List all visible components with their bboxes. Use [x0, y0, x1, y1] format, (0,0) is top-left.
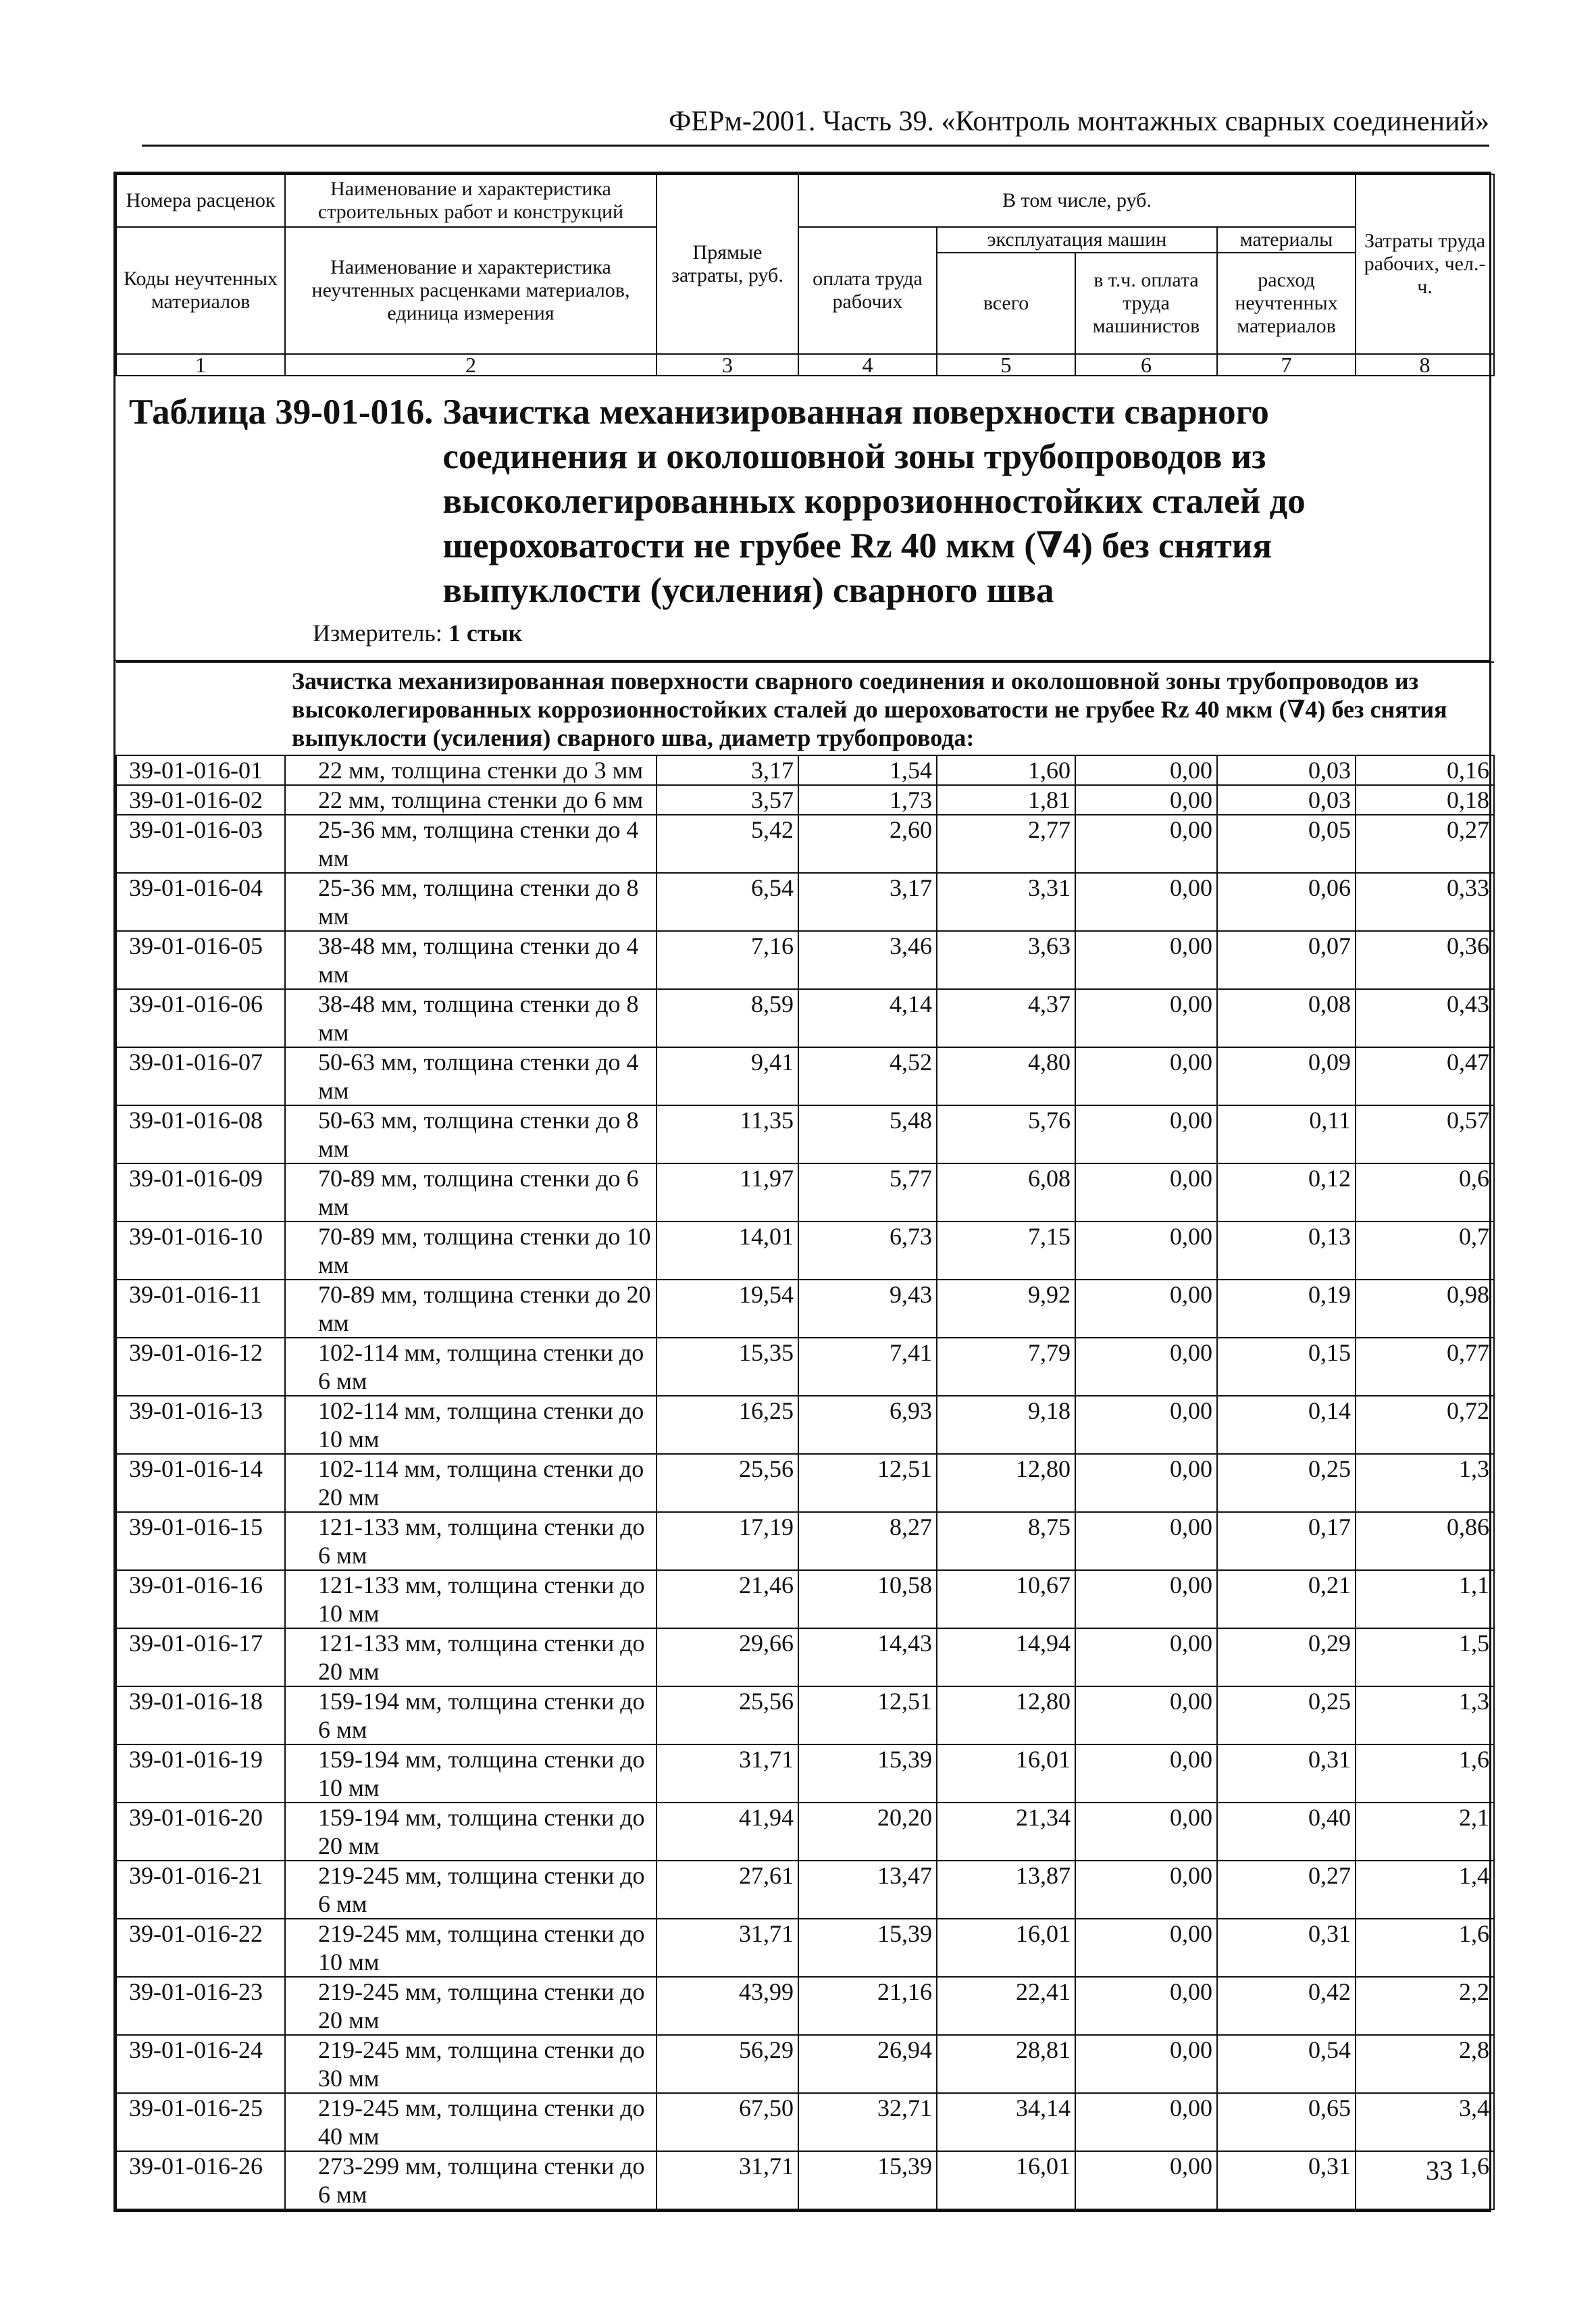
materials-usage-cell: 0,08	[1217, 989, 1356, 1047]
rates-table	[115, 661, 1495, 2210]
rate-code-cell: 39-01-016-18	[116, 1686, 285, 1744]
table-row	[116, 989, 1494, 1047]
table-row	[116, 1919, 1494, 1977]
work-name-cell: 121-133 мм, толщина стенки до 6 мм	[285, 1512, 657, 1570]
labor-pay-cell: 3,46	[798, 931, 937, 989]
machine-costs-cell: 12,80	[937, 1454, 1075, 1512]
direct-costs-cell: 31,71	[657, 1744, 798, 1803]
table-row	[116, 2151, 1494, 2209]
materials-usage-cell: 0,05	[1217, 815, 1356, 873]
labor-pay-cell: 6,93	[798, 1396, 937, 1454]
machine-costs-cell: 8,75	[937, 1512, 1075, 1570]
materials-usage-cell: 0,31	[1217, 2151, 1356, 2209]
column-number: 2	[285, 354, 657, 376]
rate-code-cell: 39-01-016-09	[116, 1163, 285, 1222]
table-row	[116, 1512, 1494, 1570]
operators-pay-cell: 0,00	[1075, 1744, 1217, 1803]
operators-pay-cell: 0,00	[1075, 1338, 1217, 1396]
rate-code-cell: 39-01-016-13	[116, 1396, 285, 1454]
labor-hours-cell: 0,72	[1356, 1396, 1494, 1454]
table-row	[116, 1861, 1494, 1919]
table-row	[116, 873, 1494, 931]
rate-code-cell: 39-01-016-26	[116, 2151, 285, 2209]
operators-pay-cell: 0,00	[1075, 1454, 1217, 1512]
materials-usage-cell: 0,21	[1217, 1570, 1356, 1628]
direct-costs-cell: 5,42	[657, 815, 798, 873]
rate-code-cell: 39-01-016-21	[116, 1861, 285, 1919]
table-row	[116, 755, 1494, 785]
labor-pay-cell: 9,43	[798, 1280, 937, 1338]
operators-pay-cell: 0,00	[1075, 1628, 1217, 1686]
operators-pay-cell: 0,00	[1075, 1570, 1217, 1628]
labor-hours-cell: 3,4	[1356, 2093, 1494, 2151]
direct-costs-cell: 29,66	[657, 1628, 798, 1686]
machine-costs-cell: 10,67	[937, 1570, 1075, 1628]
work-name-cell: 219-245 мм, толщина стенки до 6 мм	[285, 1861, 657, 1919]
operators-pay-cell: 0,00	[1075, 1047, 1217, 1105]
table-row	[116, 1338, 1494, 1396]
operators-pay-cell: 0,00	[1075, 1222, 1217, 1280]
materials-usage-cell: 0,13	[1217, 1222, 1356, 1280]
direct-costs-cell: 17,19	[657, 1512, 798, 1570]
machine-costs-cell: 7,15	[937, 1222, 1075, 1280]
header-materials-unaccounted: расход неучтенных материалов	[1217, 253, 1356, 354]
machine-costs-cell: 28,81	[937, 2035, 1075, 2093]
materials-usage-cell: 0,07	[1217, 931, 1356, 989]
table-row	[116, 1222, 1494, 1280]
labor-pay-cell: 13,47	[798, 1861, 937, 1919]
column-number: 5	[937, 354, 1075, 376]
labor-hours-cell: 1,6	[1356, 2151, 1494, 2209]
machine-costs-cell: 1,81	[937, 785, 1075, 815]
labor-hours-cell: 0,6	[1356, 1163, 1494, 1222]
work-name-cell: 102-114 мм, толщина стенки до 10 мм	[285, 1396, 657, 1454]
work-name-cell: 159-194 мм, толщина стенки до 10 мм	[285, 1744, 657, 1803]
column-number: 3	[657, 354, 798, 376]
rate-code-cell: 39-01-016-14	[116, 1454, 285, 1512]
operators-pay-cell: 0,00	[1075, 931, 1217, 989]
labor-hours-cell: 0,27	[1356, 815, 1494, 873]
column-number: 1	[116, 354, 285, 376]
labor-hours-cell: 0,77	[1356, 1338, 1494, 1396]
rate-code-cell: 39-01-016-08	[116, 1105, 285, 1163]
work-name-cell: 50-63 мм, толщина стенки до 8 мм	[285, 1105, 657, 1163]
materials-usage-cell: 0,31	[1217, 1919, 1356, 1977]
machine-costs-cell: 1,60	[937, 755, 1075, 785]
materials-usage-cell: 0,15	[1217, 1338, 1356, 1396]
labor-pay-cell: 2,60	[798, 815, 937, 873]
rate-code-cell: 39-01-016-22	[116, 1919, 285, 1977]
table-title-text: Зачистка механизированная поверхности сварного соединения и околошовной зоны трубопроводов из высоколегированных коррозионностойких сталей до шероховатости не грубее Rz 40 мкм (∇4) без снятия выпуклости (усиления) сварного шва	[442, 393, 1306, 610]
materials-usage-cell: 0,03	[1217, 755, 1356, 785]
labor-pay-cell: 6,73	[798, 1222, 937, 1280]
rate-code-cell: 39-01-016-02	[116, 785, 285, 815]
header-work-description: Наименование и характеристика строительных работ и конструкций	[285, 174, 657, 227]
labor-hours-cell: 2,8	[1356, 2035, 1494, 2093]
column-number: 8	[1356, 354, 1494, 376]
labor-hours-cell: 1,6	[1356, 1744, 1494, 1803]
materials-usage-cell: 0,42	[1217, 1977, 1356, 2035]
table-row	[116, 1454, 1494, 1512]
table-title-code: Таблица 39-01-016.	[129, 393, 434, 432]
rate-code-cell: 39-01-016-19	[116, 1744, 285, 1803]
rate-code-cell: 39-01-016-24	[116, 2035, 285, 2093]
operators-pay-cell: 0,00	[1075, 873, 1217, 931]
rates-table-body	[116, 662, 1494, 2209]
header-rate-numbers: Номера расценок	[116, 174, 285, 227]
labor-pay-cell: 5,48	[798, 1105, 937, 1163]
materials-usage-cell: 0,25	[1217, 1686, 1356, 1744]
header-material-codes: Коды неучтенных материалов	[116, 227, 285, 354]
group-header-row	[116, 662, 1494, 755]
table-row	[116, 1105, 1494, 1163]
machine-costs-cell: 21,34	[937, 1803, 1075, 1861]
labor-pay-cell: 1,54	[798, 755, 937, 785]
direct-costs-cell: 41,94	[657, 1803, 798, 1861]
operators-pay-cell: 0,00	[1075, 2151, 1217, 2209]
group-description: Зачистка механизированная поверхности сварного соединения и околошовной зоны трубопроводов из высоколегированных коррозионностойких сталей до шероховатости не грубее Rz 40 мкм (∇4) без снятия выпуклости (усиления) сварного шва, диаметр трубопровода:	[116, 662, 1494, 755]
materials-usage-cell: 0,40	[1217, 1803, 1356, 1861]
operators-pay-cell: 0,00	[1075, 815, 1217, 873]
direct-costs-cell: 56,29	[657, 2035, 798, 2093]
rate-code-cell: 39-01-016-04	[116, 873, 285, 931]
machine-costs-cell: 16,01	[937, 2151, 1075, 2209]
labor-hours-cell: 2,2	[1356, 1977, 1494, 2035]
work-name-cell: 159-194 мм, толщина стенки до 20 мм	[285, 1803, 657, 1861]
direct-costs-cell: 11,35	[657, 1105, 798, 1163]
direct-costs-cell: 43,99	[657, 1977, 798, 2035]
direct-costs-cell: 7,16	[657, 931, 798, 989]
column-number: 4	[798, 354, 937, 376]
table-row	[116, 1803, 1494, 1861]
materials-usage-cell: 0,31	[1217, 1744, 1356, 1803]
direct-costs-cell: 14,01	[657, 1222, 798, 1280]
machine-costs-cell: 4,37	[937, 989, 1075, 1047]
table-row	[116, 1977, 1494, 2035]
materials-usage-cell: 0,12	[1217, 1163, 1356, 1222]
labor-pay-cell: 4,14	[798, 989, 937, 1047]
machine-costs-cell: 34,14	[937, 2093, 1075, 2151]
labor-hours-cell: 0,16	[1356, 755, 1494, 785]
table-row	[116, 1047, 1494, 1105]
column-number: 6	[1075, 354, 1217, 376]
labor-pay-cell: 12,51	[798, 1686, 937, 1744]
machine-costs-cell: 14,94	[937, 1628, 1075, 1686]
direct-costs-cell: 3,17	[657, 755, 798, 785]
work-name-cell: 70-89 мм, толщина стенки до 10 мм	[285, 1222, 657, 1280]
table-row	[116, 1163, 1494, 1222]
machine-costs-cell: 16,01	[937, 1919, 1075, 1977]
direct-costs-cell: 8,59	[657, 989, 798, 1047]
operators-pay-cell: 0,00	[1075, 1512, 1217, 1570]
operators-pay-cell: 0,00	[1075, 1105, 1217, 1163]
direct-costs-cell: 25,56	[657, 1454, 798, 1512]
table-row	[116, 1628, 1494, 1686]
table-row	[116, 1686, 1494, 1744]
work-name-cell: 159-194 мм, толщина стенки до 6 мм	[285, 1686, 657, 1744]
table-row	[116, 931, 1494, 989]
rate-code-cell: 39-01-016-15	[116, 1512, 285, 1570]
labor-pay-cell: 26,94	[798, 2035, 937, 2093]
machine-costs-cell: 5,76	[937, 1105, 1075, 1163]
rate-code-cell: 39-01-016-03	[116, 815, 285, 873]
work-name-cell: 70-89 мм, толщина стенки до 6 мм	[285, 1163, 657, 1222]
direct-costs-cell: 16,25	[657, 1396, 798, 1454]
direct-costs-cell: 11,97	[657, 1163, 798, 1222]
work-name-cell: 50-63 мм, толщина стенки до 4 мм	[285, 1047, 657, 1105]
work-name-cell: 25-36 мм, толщина стенки до 4 мм	[285, 815, 657, 873]
labor-pay-cell: 15,39	[798, 1919, 937, 1977]
rate-code-cell: 39-01-016-25	[116, 2093, 285, 2151]
work-name-cell: 22 мм, толщина стенки до 6 мм	[285, 785, 657, 815]
measure-label: Измеритель:	[313, 620, 442, 647]
column-number: 7	[1217, 354, 1356, 376]
materials-usage-cell: 0,09	[1217, 1047, 1356, 1105]
machine-costs-cell: 22,41	[937, 1977, 1075, 2035]
operators-pay-cell: 0,00	[1075, 1977, 1217, 2035]
labor-pay-cell: 32,71	[798, 2093, 937, 2151]
operators-pay-cell: 0,00	[1075, 2093, 1217, 2151]
header-material-description: Наименование и характеристика неучтенных расценками материалов, единица измерения	[285, 227, 657, 354]
operators-pay-cell: 0,00	[1075, 1861, 1217, 1919]
operators-pay-cell: 0,00	[1075, 1163, 1217, 1222]
materials-usage-cell: 0,11	[1217, 1105, 1356, 1163]
materials-usage-cell: 0,03	[1217, 785, 1356, 815]
direct-costs-cell: 19,54	[657, 1280, 798, 1338]
table-row	[116, 2035, 1494, 2093]
operators-pay-cell: 0,00	[1075, 1396, 1217, 1454]
labor-pay-cell: 20,20	[798, 1803, 937, 1861]
header-materials: материалы	[1217, 227, 1356, 253]
direct-costs-cell: 27,61	[657, 1861, 798, 1919]
labor-pay-cell: 15,39	[798, 1744, 937, 1803]
labor-hours-cell: 0,98	[1356, 1280, 1494, 1338]
header-machine-operation: эксплуатация машин	[937, 227, 1217, 253]
labor-hours-cell: 1,5	[1356, 1628, 1494, 1686]
labor-hours-cell: 1,4	[1356, 1861, 1494, 1919]
header-direct-costs: Прямые затраты, руб.	[657, 174, 798, 354]
materials-usage-cell: 0,65	[1217, 2093, 1356, 2151]
rate-code-cell: 39-01-016-07	[116, 1047, 285, 1105]
rate-code-cell: 39-01-016-01	[116, 755, 285, 785]
operators-pay-cell: 0,00	[1075, 785, 1217, 815]
labor-pay-cell: 14,43	[798, 1628, 937, 1686]
rate-code-cell: 39-01-016-05	[116, 931, 285, 989]
header-operators-pay: в т.ч. оплата труда машинистов	[1075, 253, 1217, 354]
table-row	[116, 1570, 1494, 1628]
materials-usage-cell: 0,19	[1217, 1280, 1356, 1338]
labor-pay-cell: 7,41	[798, 1338, 937, 1396]
rate-code-cell: 39-01-016-20	[116, 1803, 285, 1861]
running-header: ФЕРм-2001. Часть 39. «Контроль монтажных сварных соединений»	[142, 101, 1489, 147]
table-row	[116, 1280, 1494, 1338]
labor-hours-cell: 0,7	[1356, 1222, 1494, 1280]
direct-costs-cell: 25,56	[657, 1686, 798, 1744]
header-machine-total: всего	[937, 253, 1075, 354]
table-row	[116, 1396, 1494, 1454]
materials-usage-cell: 0,27	[1217, 1861, 1356, 1919]
measure-line	[129, 618, 1489, 648]
labor-pay-cell: 15,39	[798, 2151, 937, 2209]
machine-costs-cell: 9,18	[937, 1396, 1075, 1454]
labor-hours-cell: 0,57	[1356, 1105, 1494, 1163]
work-name-cell: 25-36 мм, толщина стенки до 8 мм	[285, 873, 657, 931]
page-number: 33	[1426, 2155, 1453, 2186]
labor-hours-cell: 0,33	[1356, 873, 1494, 931]
labor-pay-cell: 21,16	[798, 1977, 937, 2035]
header-labor-pay: оплата труда рабочих	[798, 227, 937, 354]
direct-costs-cell: 21,46	[657, 1570, 798, 1628]
column-header-table	[115, 174, 1495, 376]
table-title	[129, 390, 1489, 613]
operators-pay-cell: 0,00	[1075, 2035, 1217, 2093]
rate-code-cell: 39-01-016-23	[116, 1977, 285, 2035]
rate-code-cell: 39-01-016-11	[116, 1280, 285, 1338]
machine-costs-cell: 16,01	[937, 1744, 1075, 1803]
operators-pay-cell: 0,00	[1075, 1280, 1217, 1338]
table-row	[116, 785, 1494, 815]
work-name-cell: 219-245 мм, толщина стенки до 20 мм	[285, 1977, 657, 2035]
header-including: В том числе, руб.	[798, 174, 1356, 227]
work-name-cell: 273-299 мм, толщина стенки до 6 мм	[285, 2151, 657, 2209]
work-name-cell: 70-89 мм, толщина стенки до 20 мм	[285, 1280, 657, 1338]
labor-hours-cell: 0,36	[1356, 931, 1494, 989]
operators-pay-cell: 0,00	[1075, 989, 1217, 1047]
work-name-cell: 38-48 мм, толщина стенки до 8 мм	[285, 989, 657, 1047]
rate-code-cell: 39-01-016-16	[116, 1570, 285, 1628]
rates-sheet	[113, 172, 1491, 2212]
labor-hours-cell: 1,1	[1356, 1570, 1494, 1628]
table-row	[116, 1744, 1494, 1803]
labor-pay-cell: 4,52	[798, 1047, 937, 1105]
direct-costs-cell: 67,50	[657, 2093, 798, 2151]
work-name-cell: 22 мм, толщина стенки до 3 мм	[285, 755, 657, 785]
rate-code-cell: 39-01-016-12	[116, 1338, 285, 1396]
work-name-cell: 219-245 мм, толщина стенки до 30 мм	[285, 2035, 657, 2093]
work-name-cell: 219-245 мм, толщина стенки до 40 мм	[285, 2093, 657, 2151]
labor-hours-cell: 1,6	[1356, 1919, 1494, 1977]
direct-costs-cell: 9,41	[657, 1047, 798, 1105]
work-name-cell: 102-114 мм, толщина стенки до 20 мм	[285, 1454, 657, 1512]
machine-costs-cell: 13,87	[937, 1861, 1075, 1919]
materials-usage-cell: 0,17	[1217, 1512, 1356, 1570]
machine-costs-cell: 9,92	[937, 1280, 1075, 1338]
direct-costs-cell: 3,57	[657, 785, 798, 815]
work-name-cell: 38-48 мм, толщина стенки до 4 мм	[285, 931, 657, 989]
work-name-cell: 219-245 мм, толщина стенки до 10 мм	[285, 1919, 657, 1977]
labor-pay-cell: 12,51	[798, 1454, 937, 1512]
header-labor-hours: Затраты труда рабочих, чел.-ч.	[1356, 174, 1494, 354]
measure-value: 1 стык	[448, 620, 523, 647]
labor-hours-cell: 2,1	[1356, 1803, 1494, 1861]
materials-usage-cell: 0,06	[1217, 873, 1356, 931]
machine-costs-cell: 3,63	[937, 931, 1075, 989]
table-row	[116, 2093, 1494, 2151]
labor-hours-cell: 0,47	[1356, 1047, 1494, 1105]
operators-pay-cell: 0,00	[1075, 1686, 1217, 1744]
labor-hours-cell: 0,86	[1356, 1512, 1494, 1570]
rate-code-cell: 39-01-016-17	[116, 1628, 285, 1686]
machine-costs-cell: 4,80	[937, 1047, 1075, 1105]
table-title-block	[115, 376, 1489, 661]
labor-pay-cell: 8,27	[798, 1512, 937, 1570]
materials-usage-cell: 0,25	[1217, 1454, 1356, 1512]
machine-costs-cell: 2,77	[937, 815, 1075, 873]
materials-usage-cell: 0,54	[1217, 2035, 1356, 2093]
rate-code-cell: 39-01-016-06	[116, 989, 285, 1047]
machine-costs-cell: 12,80	[937, 1686, 1075, 1744]
rate-code-cell: 39-01-016-10	[116, 1222, 285, 1280]
labor-hours-cell: 0,43	[1356, 989, 1494, 1047]
labor-hours-cell: 1,3	[1356, 1454, 1494, 1512]
labor-hours-cell: 1,3	[1356, 1686, 1494, 1744]
machine-costs-cell: 3,31	[937, 873, 1075, 931]
materials-usage-cell: 0,14	[1217, 1396, 1356, 1454]
labor-pay-cell: 1,73	[798, 785, 937, 815]
direct-costs-cell: 6,54	[657, 873, 798, 931]
direct-costs-cell: 15,35	[657, 1338, 798, 1396]
machine-costs-cell: 6,08	[937, 1163, 1075, 1222]
labor-pay-cell: 10,58	[798, 1570, 937, 1628]
materials-usage-cell: 0,29	[1217, 1628, 1356, 1686]
operators-pay-cell: 0,00	[1075, 1803, 1217, 1861]
labor-hours-cell: 0,18	[1356, 785, 1494, 815]
direct-costs-cell: 31,71	[657, 1919, 798, 1977]
work-name-cell: 121-133 мм, толщина стенки до 10 мм	[285, 1570, 657, 1628]
table-row	[116, 815, 1494, 873]
labor-pay-cell: 3,17	[798, 873, 937, 931]
direct-costs-cell: 31,71	[657, 2151, 798, 2209]
operators-pay-cell: 0,00	[1075, 755, 1217, 785]
labor-pay-cell: 5,77	[798, 1163, 937, 1222]
machine-costs-cell: 7,79	[937, 1338, 1075, 1396]
operators-pay-cell: 0,00	[1075, 1919, 1217, 1977]
work-name-cell: 102-114 мм, толщина стенки до 6 мм	[285, 1338, 657, 1396]
work-name-cell: 121-133 мм, толщина стенки до 20 мм	[285, 1628, 657, 1686]
